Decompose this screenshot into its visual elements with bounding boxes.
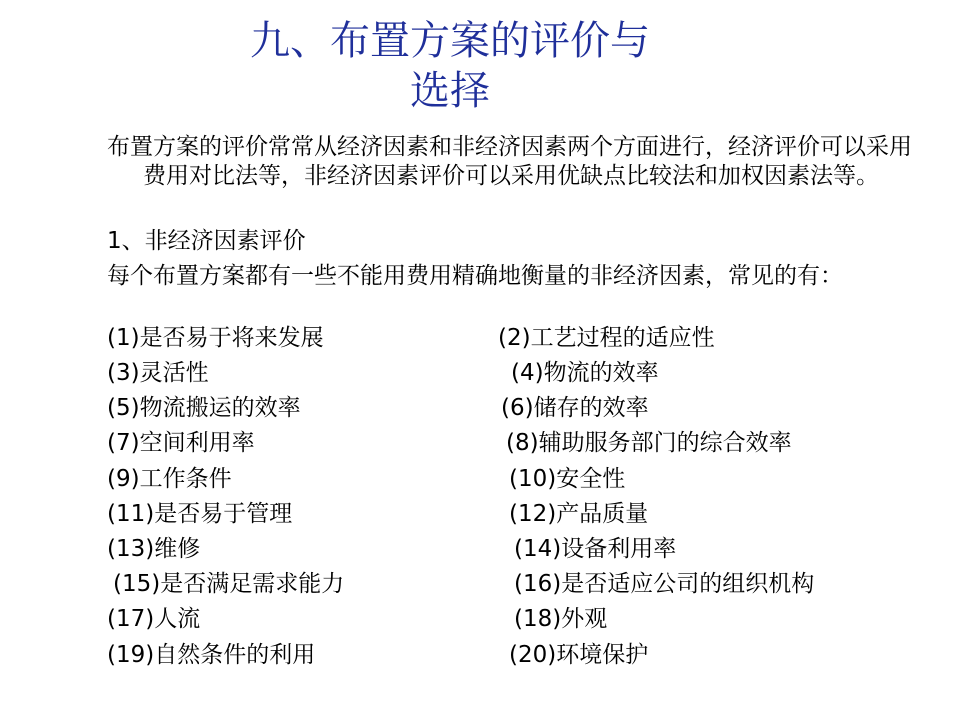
factor-item-19: (19)自然条件的利用	[107, 642, 316, 668]
factor-item-7: (7)空间利用率	[107, 430, 255, 456]
factor-item-9: (9)工作条件	[107, 466, 232, 492]
factor-item-6: (6)储存的效率	[501, 395, 649, 421]
factor-item-8: (8)辅助服务部门的综合效率	[506, 430, 792, 456]
factor-item-13: (13)维修	[107, 536, 201, 562]
factor-item-17: (17)人流	[107, 606, 201, 632]
factor-item-18: (18)外观	[514, 606, 608, 632]
factor-item-1: (1)是否易于将来发展	[107, 325, 324, 351]
factor-item-10: (10)安全性	[509, 466, 626, 492]
factor-item-12: (12)产品质量	[509, 501, 649, 527]
factor-item-15: (15)是否满足需求能力	[113, 571, 345, 597]
factor-item-20: (20)环境保护	[509, 642, 649, 668]
intro-paragraph: 布置方案的评价常常从经济因素和非经济因素两个方面进行，经济评价可以采用费用对比法等，非经济因素评价可以采用优缺点比较法和加权因素法等。	[107, 134, 912, 189]
lead-paragraph: 每个布置方案都有一些不能用费用精确地衡量的非经济因素，常见的有：	[107, 263, 843, 289]
section-heading: 1、非经济因素评价	[107, 228, 306, 254]
slide-title-line-1: 九、布置方案的评价与	[250, 18, 650, 64]
factor-item-14: (14)设备利用率	[514, 536, 677, 562]
slide-title	[150, 16, 750, 116]
slide-title-line-2: 选择	[410, 68, 490, 114]
factor-item-3: (3)灵活性	[107, 360, 209, 386]
factor-item-5: (5)物流搬运的效率	[107, 395, 301, 421]
factor-item-16: (16)是否适应公司的组织机构	[514, 571, 815, 597]
factor-item-4: (4)物流的效率	[511, 360, 659, 386]
factor-item-11: (11)是否易于管理	[107, 501, 293, 527]
factor-item-2: (2)工艺过程的适应性	[498, 325, 715, 351]
